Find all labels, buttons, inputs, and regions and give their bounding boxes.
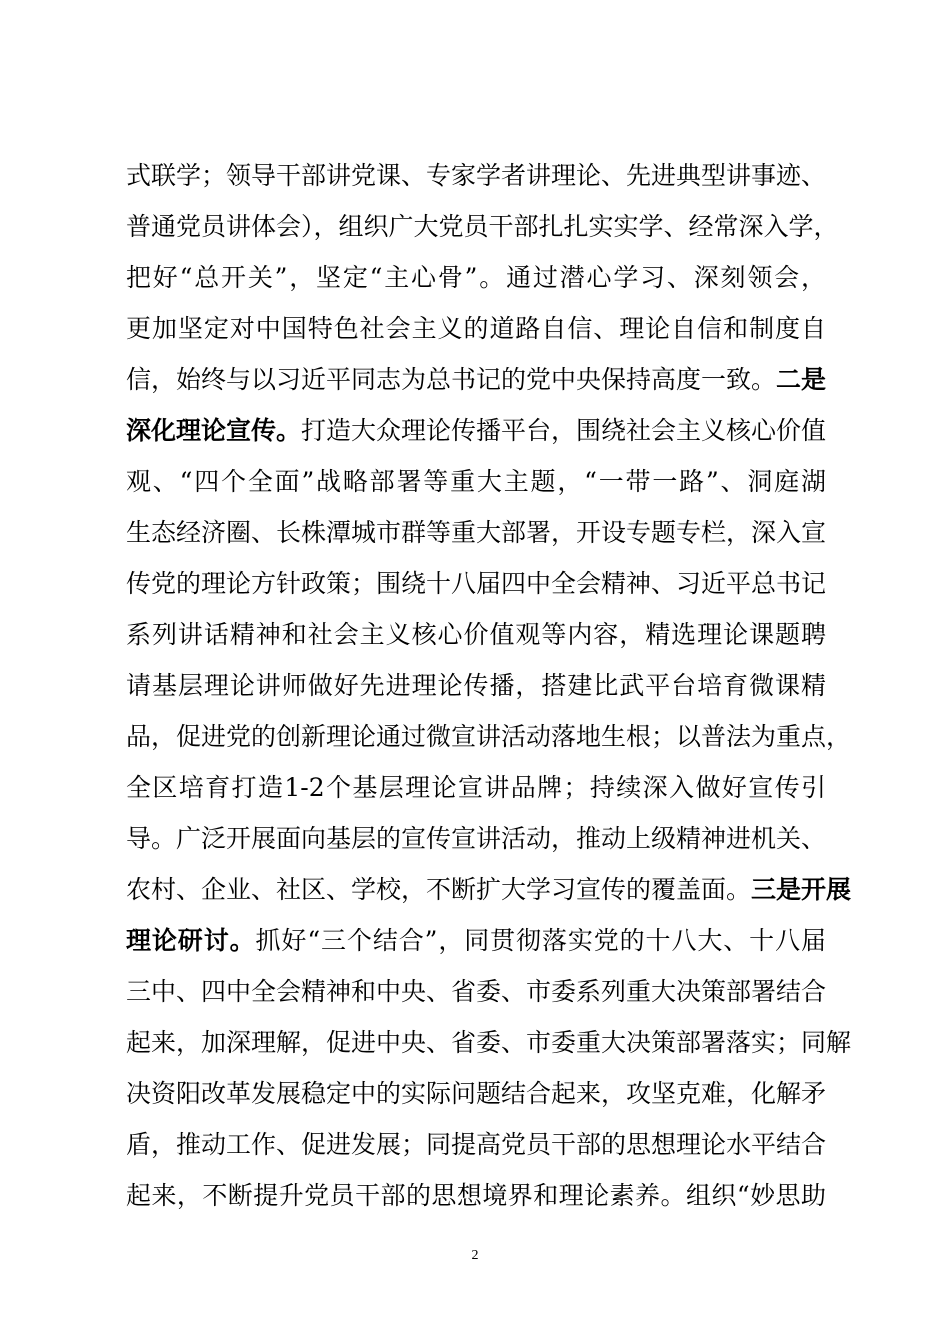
text-line [126,864,852,915]
body-text-segment: 系列讲话精神和社会主义核心价值观等内容，精选理论课题聘 [126,620,826,649]
body-text-segment: 传党的理论方针政策；围绕十八届四中全会精神、习近平总书记 [126,569,827,598]
text-line [126,660,826,711]
body-text-segment: 观、“四个全面”战略部署等重大主题，“一带一路”、洞庭湖 [126,467,826,496]
text-line [126,150,826,201]
body-text-segment: 请基层理论讲师做好先进理论传播，搭建比武平台培育微课精 [126,671,826,700]
body-text-segment: 决资阳改革发展稳定中的实际问题结合起来，攻坚克难，化解矛 [126,1079,827,1108]
text-line [126,252,826,303]
text-line [126,711,852,762]
text-line [126,1119,826,1170]
body-text [126,150,852,1221]
text-line [126,762,826,813]
text-line [126,507,826,558]
text-line [126,303,826,354]
body-text-segment: 式联学；领导干部讲党课、专家学者讲理论、先进典型讲事迹、 [126,161,827,190]
text-line [126,201,839,252]
body-text-segment: 起来，加深理解，促进中央、省委、市委重大决策部署落实；同解 [126,1028,852,1057]
body-text-segment: 起来，不断提升党员干部的思想境界和理论素养。组织“妙思助 [126,1181,826,1210]
body-text-segment: 普通党员讲体会），组织广大党员干部扎扎实实学、经常深入学， [126,212,839,241]
body-text-segment: 导。广泛开展面向基层的宣传宣讲活动，推动上级精神进机关、 [126,824,827,853]
body-text-segment: 盾，推动工作、促进发展；同提高党员干部的思想理论水平结合 [126,1130,827,1159]
body-text-segment: 三中、四中全会精神和中央、省委、市委系列重大决策部署结合 [126,977,827,1006]
text-line [126,966,826,1017]
body-text-segment: 更加坚定对中国特色社会主义的道路自信、理论自信和制度自 [126,314,826,343]
body-text-segment: 生态经济圈、长株潭城市群等重大部署，开设专题专栏，深入宣 [126,518,827,547]
text-line [126,456,826,507]
text-line [126,1017,852,1068]
text-line [126,813,826,864]
body-text-segment: 把好“总开关”，坚定“主心骨”。通过潜心学习、深刻领会， [126,263,826,292]
text-line [126,1068,826,1119]
text-line [126,405,826,456]
body-text-segment: 打造大众理论传播平台，围绕社会主义核心价值 [301,416,827,445]
text-line [126,558,826,609]
text-line [126,354,826,405]
bold-heading-text: 二是 [776,365,827,394]
body-text-segment: 全区培育打造1-2个基层理论宣讲品牌；持续深入做好宣传引 [126,773,826,802]
page-number: 2 [471,1248,479,1263]
text-line [126,1170,826,1221]
text-line [126,609,826,660]
bold-heading-text: 理论研讨。 [126,926,256,955]
bold-heading-text: 三是开展 [751,875,852,904]
body-text-segment: 信，始终与以习近平同志为总书记的党中央保持高度一致。 [126,365,777,394]
body-text-segment: 农村、企业、社区、学校，不断扩大学习宣传的覆盖面。 [126,875,752,904]
text-line [126,915,826,966]
body-text-segment: 抓好“三个结合”，同贯彻落实党的十八大、十八届 [255,926,826,955]
bold-heading-text: 深化理论宣传。 [126,416,302,445]
body-text-segment: 品，促进党的创新理论通过微宣讲活动落地生根；以普法为重点， [126,722,852,751]
